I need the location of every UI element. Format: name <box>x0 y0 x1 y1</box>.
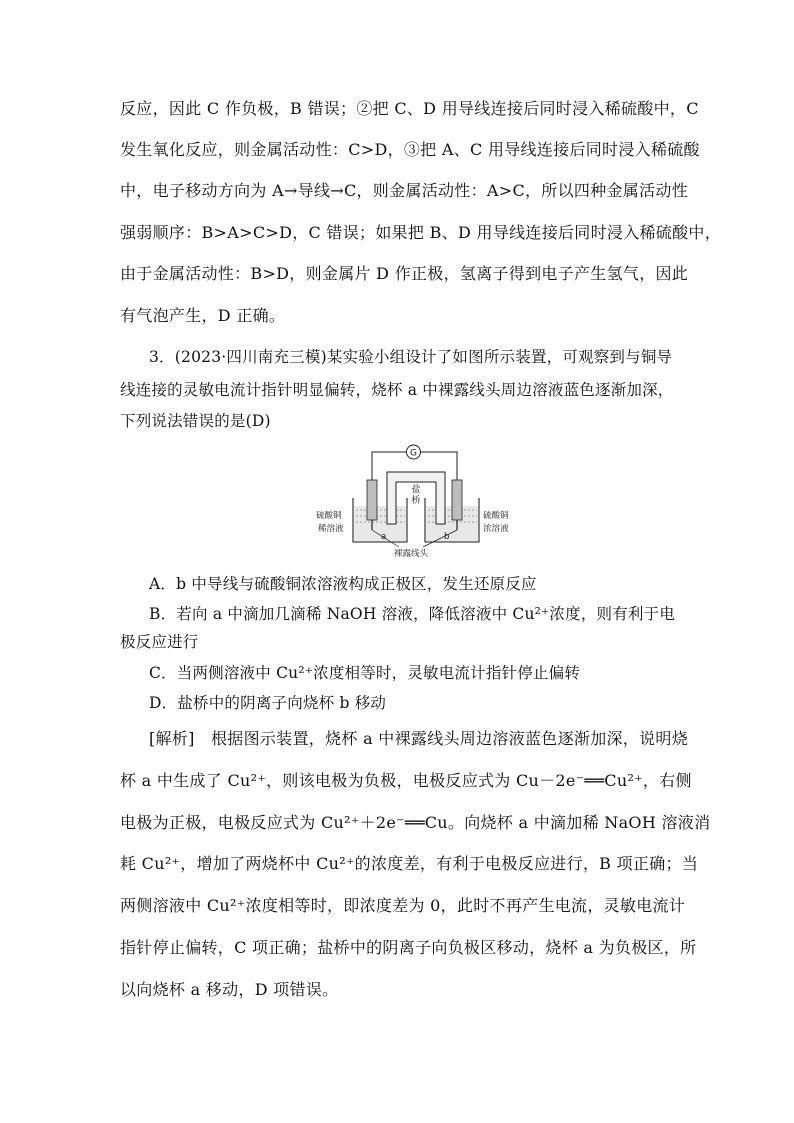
option-c: C．当两侧溶液中 Cu²⁺浓度相等时，灵敏电流计指针停止偏转 <box>149 664 581 682</box>
text-line: 反应，因此 C 作负极，B 错误；②把 C、D 用导线连接后同时浸入稀硫酸中，C <box>120 99 699 118</box>
beaker-a-label: a <box>381 532 387 542</box>
beaker-b-label: b <box>444 532 450 542</box>
galvanometer-label: G <box>410 448 417 459</box>
salt-bridge-label: 盐 <box>411 485 421 495</box>
dilute-solution <box>354 506 406 542</box>
text-line: 由于金属活动性：B>D，则金属片 D 作正极，氢离子得到电子产生氢气，因此 <box>120 264 689 283</box>
right-solution-label: 硫酸铜 <box>483 511 509 521</box>
analysis-line: [解析] 根据图示装置，烧杯 a 中裸露线头周边溶液蓝色逐渐加深，说明烧 <box>149 729 688 748</box>
question-stem-line: 3．(2023·四川南充三模)某实验小组设计了如图所示装置，可观察到与铜导 <box>149 348 673 366</box>
text-line: 发生氧化反应，则金属活动性：C>D，③把 A、C 用导线连接后同时浸入稀硫酸 <box>120 140 700 159</box>
salt-bridge-label: 桥 <box>411 496 421 506</box>
analysis-line: 电极为正极，电极反应式为 Cu²⁺＋2e⁻══Cu。向烧杯 a 中滴加稀 NaOH 溶液消 <box>120 813 711 832</box>
text-line: 有气泡产生，D 正确。 <box>120 306 286 325</box>
analysis-line: 两侧溶液中 Cu²⁺浓度相等时，即浓度差为 0，此时不再产生电流，灵敏电流计 <box>120 896 686 915</box>
right-electrode <box>452 480 462 520</box>
analysis-line: 耗 Cu²⁺，增加了两烧杯中 Cu²⁺的浓度差，有利于电极反应进行，B 项正确；当 <box>120 854 699 873</box>
text-line: 强弱顺序：B>A>C>D，C 错误；如果把 B、D 用导线连接后同时浸入稀硫酸中， <box>120 223 721 242</box>
option-b-continued: 极反应进行 <box>120 633 199 651</box>
question-stem-line: 下列说法错误的是(D) <box>120 412 271 430</box>
salt-bridge-cell-diagram <box>315 442 520 560</box>
analysis-line: 指针停止偏转，C 项正确；盐桥中的阴离子向负极区移动，烧杯 a 为负极区，所 <box>120 938 697 957</box>
bare-wire-label: 裸露线头 <box>393 549 429 559</box>
question-stem-line: 线连接的灵敏电流计指针明显偏转，烧杯 a 中裸露线头周边溶液蓝色逐渐加深， <box>120 381 674 399</box>
option-b: B．若向 a 中滴加几滴稀 NaOH 溶液，降低溶液中 Cu²⁺浓度，则有利于电 <box>149 605 676 623</box>
analysis-line: 杯 a 中生成了 Cu²⁺，则该电极为负极，电极反应式为 Cu－2e⁻══Cu²⁺，右侧 <box>120 771 692 790</box>
galvanometer-icon <box>407 445 421 459</box>
left-electrode <box>367 480 377 520</box>
analysis-line: 以向烧杯 a 移动，D 项错误。 <box>120 980 339 999</box>
left-solution-label: 硫酸铜 <box>316 511 342 521</box>
left-solution-label: 稀溶液 <box>318 524 344 534</box>
option-a: A．b 中导线与硫酸铜浓溶液构成正极区，发生还原反应 <box>149 575 537 593</box>
text-line: 中，电子移动方向为 A→导线→C，则金属活动性：A>C，所以四种金属活动性 <box>120 181 688 200</box>
right-solution-label: 浓溶液 <box>483 524 509 534</box>
option-d: D．盐桥中的阴离子向烧杯 b 移动 <box>149 694 387 712</box>
